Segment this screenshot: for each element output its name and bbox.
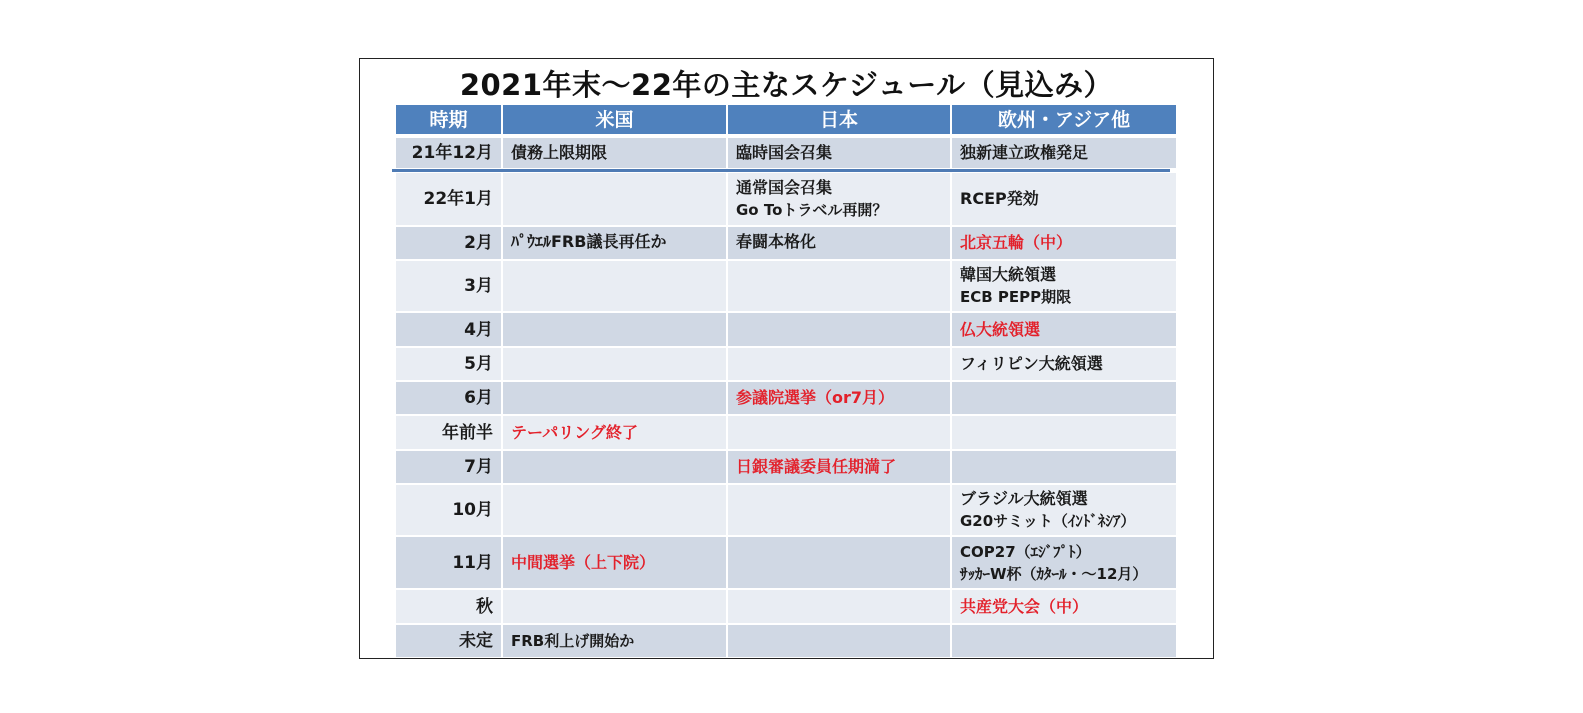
europe-asia-cell	[950, 227, 1176, 259]
us-cell	[501, 261, 726, 311]
us-cell	[501, 348, 726, 380]
period-cell: 22年1月	[396, 173, 501, 225]
event-text-highlight: 参議院選挙（or7月）	[736, 388, 895, 407]
table-row	[396, 382, 1176, 414]
us-cell	[501, 451, 726, 483]
us-cell	[501, 138, 726, 168]
japan-cell	[726, 138, 950, 168]
us-cell	[501, 313, 726, 346]
event-text-highlight: 仏大統領選	[960, 319, 1041, 339]
separator-line	[392, 169, 1170, 172]
table-row	[396, 537, 1176, 588]
us-cell	[501, 173, 726, 225]
event-text: 独新連立政権発足	[960, 143, 1089, 162]
table-row	[396, 227, 1176, 259]
table-row	[396, 451, 1176, 483]
event-text-highlight: テーパリング終了	[511, 422, 638, 442]
japan-cell	[726, 416, 950, 449]
japan-cell	[726, 537, 950, 588]
event-text: 臨時国会召集	[736, 143, 833, 162]
us-cell	[501, 382, 726, 414]
period-cell: 年前半	[396, 416, 501, 449]
header-us: 米国	[501, 105, 726, 134]
slide-title: 2021年末〜22年の主なスケジュール（見込み）	[459, 68, 1114, 102]
period-cell: 5月	[396, 348, 501, 380]
event-text: ﾊﾟｳｴﾙFRB議長再任か	[511, 232, 667, 251]
table-row	[396, 173, 1176, 225]
europe-asia-cell	[950, 590, 1176, 623]
table-row	[396, 138, 1176, 168]
europe-asia-cell	[950, 382, 1176, 414]
us-cell	[501, 227, 726, 259]
period-cell: 2月	[396, 227, 501, 259]
event-text: ブラジル大統領選	[960, 489, 1088, 508]
period-cell: 6月	[396, 382, 501, 414]
period-cell: 7月	[396, 451, 501, 483]
event-text-highlight: 共産党大会（中）	[960, 596, 1089, 616]
table-row	[396, 348, 1176, 380]
japan-cell	[726, 261, 950, 311]
europe-asia-cell	[950, 451, 1176, 483]
event-text: フィリピン大統領選	[960, 354, 1103, 373]
table-row	[396, 590, 1176, 623]
europe-asia-cell	[950, 537, 1176, 588]
europe-asia-cell	[950, 173, 1176, 225]
table-row	[396, 313, 1176, 346]
japan-cell	[726, 625, 950, 657]
europe-asia-cell	[950, 138, 1176, 168]
japan-cell	[726, 590, 950, 623]
japan-cell	[726, 451, 950, 483]
period-cell: 10月	[396, 485, 501, 535]
header-period: 時期	[396, 105, 501, 134]
japan-cell	[726, 382, 950, 414]
event-text: 通常国会召集	[736, 178, 833, 197]
us-cell	[501, 416, 726, 449]
event-text: 債務上限期限	[511, 143, 608, 162]
event-text-highlight: 北京五輪（中）	[960, 233, 1073, 252]
period-cell: 3月	[396, 261, 501, 311]
us-cell	[501, 590, 726, 623]
us-cell	[501, 485, 726, 535]
event-text: 春闘本格化	[736, 232, 817, 251]
event-text: RCEP発効	[960, 189, 1039, 208]
table-row	[396, 485, 1176, 535]
table-row	[396, 416, 1176, 449]
europe-asia-cell	[950, 485, 1176, 535]
period-cell: 4月	[396, 313, 501, 346]
table-row	[396, 625, 1176, 657]
europe-asia-cell	[950, 261, 1176, 311]
japan-cell	[726, 173, 950, 225]
event-text-highlight: 中間選挙（上下院）	[511, 552, 656, 572]
japan-cell	[726, 227, 950, 259]
table-row	[396, 261, 1176, 311]
period-cell: 未定	[396, 625, 501, 657]
table-header-row	[396, 105, 1176, 134]
us-cell	[501, 625, 726, 657]
event-text: Go Toトラベル再開？	[736, 201, 888, 219]
europe-asia-cell	[950, 625, 1176, 657]
europe-asia-cell	[950, 348, 1176, 380]
japan-cell	[726, 313, 950, 346]
header-japan: 日本	[726, 105, 950, 134]
period-cell: 秋	[396, 590, 501, 623]
header-europe-asia: 欧州・アジア他	[950, 105, 1176, 134]
japan-cell	[726, 485, 950, 535]
us-cell	[501, 537, 726, 588]
japan-cell	[726, 348, 950, 380]
period-cell: 11月	[396, 537, 501, 588]
europe-asia-cell	[950, 416, 1176, 449]
europe-asia-cell	[950, 313, 1176, 346]
period-cell: 21年12月	[396, 138, 501, 168]
event-text: ECB PEPP期限	[960, 288, 1072, 306]
event-text: COP27（ｴｼﾞﾌﾟﾄ）	[960, 542, 1091, 561]
event-text: FRB利上げ開始か	[511, 632, 635, 650]
event-text-highlight: 日銀審議委員任期満了	[736, 457, 897, 476]
event-text: G20サミット（ｲﾝﾄﾞﾈｼｱ）	[960, 512, 1136, 530]
event-text: 韓国大統領選	[960, 265, 1057, 284]
event-text: ｻｯｶｰW杯（ｶﾀｰﾙ・〜12月）	[960, 564, 1148, 583]
schedule-slide	[359, 58, 1214, 659]
